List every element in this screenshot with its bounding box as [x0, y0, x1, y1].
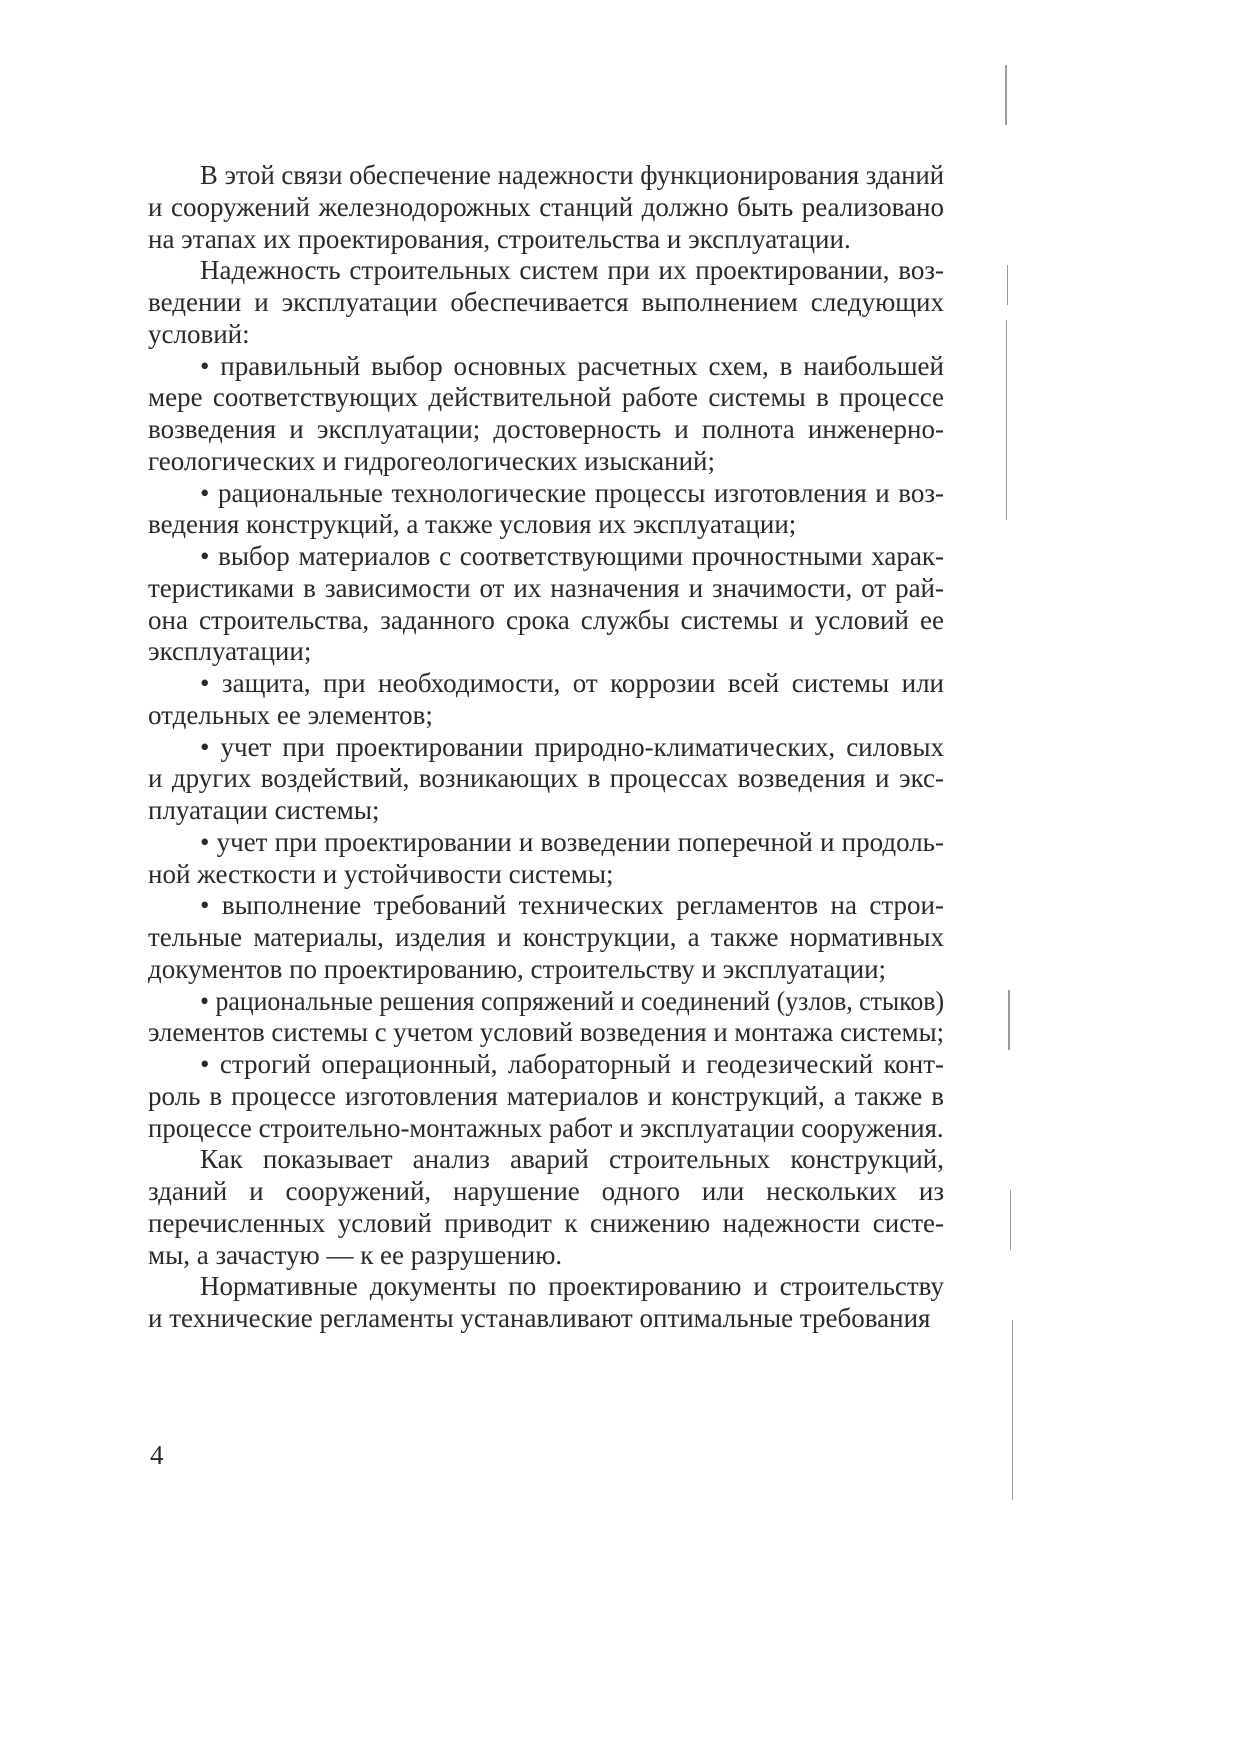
text-line: теристиками в зависимости от их назначения и значимости, от рай-: [148, 572, 944, 603]
text-line: • строгий операционный, лабораторный и геодезический конт-: [200, 1049, 944, 1079]
text-line: элементов системы с учетом условий возведения и монтажа системы;: [148, 1017, 945, 1048]
text-line: отдельных ее элементов;: [148, 699, 433, 730]
scan-edge-mark: [1005, 65, 1007, 125]
text-line: • выбор материалов с соответствующими прочностными харак-: [200, 541, 944, 571]
text-line: условий:: [148, 318, 250, 349]
text-line: • выполнение требований технических регламентов на строи-: [200, 890, 944, 921]
text-line: зданий и сооружений, нарушение одного или нескольких из: [148, 1176, 944, 1206]
scan-edge-mark: [1006, 320, 1007, 520]
text-line: плуатации системы;: [148, 795, 380, 825]
text-line: • рациональные технологические процессы изготовления и воз-: [200, 477, 944, 508]
text-line: В этой связи обеспечение надежности функционирования зданий: [200, 160, 944, 190]
text-line: и сооружений железнодорожных станций должно быть реализовано: [148, 191, 944, 222]
text-line: мы, а зачастую — к ее разрушению.: [148, 1239, 563, 1270]
text-line: процессе строительно-монтажных работ и эксплуатации сооружения.: [148, 1112, 944, 1143]
text-line: роль в процессе изготовления материалов и конструкций, а также в: [148, 1080, 944, 1111]
text-line: на этапах их проектирования, строительства и эксплуатации.: [148, 223, 851, 254]
text-line: ной жесткости и устойчивости системы;: [148, 858, 614, 889]
text-line: ведения конструкций, а также условия их эксплуатации;: [148, 509, 797, 540]
text-line: тельные материалы, изделия и конструкции, а также нормативных: [148, 922, 944, 952]
body-text: [148, 160, 944, 1335]
text-line: ведении и эксплуатации обеспечивается выполнением следующих: [148, 287, 944, 317]
text-line: и других воздействий, возникающих в процессах возведения и экс-: [148, 763, 944, 794]
text-line: мере соответствующих действительной работе системы в процессе: [148, 382, 944, 413]
text-line: и технические регламенты устанавливают оптимальные требования: [148, 1303, 931, 1333]
text-line: Нормативные документы по проектированию и строительству: [200, 1271, 944, 1302]
scan-edge-mark: [1008, 990, 1010, 1050]
text-line: Надежность строительных систем при их проектировании, воз-: [200, 255, 944, 286]
text-line: геологических и гидрогеологических изысканий;: [148, 445, 715, 476]
scan-edge-mark: [1012, 1320, 1013, 1500]
scan-edge-mark: [1010, 1190, 1011, 1250]
text-line: • правильный выбор основных расчетных схем, в наибольшей: [200, 350, 944, 381]
text-line: • учет при проектировании и возведении поперечной и продоль-: [200, 826, 944, 857]
text-line: • рациональные решения сопряжений и соединений (узлов, стыков): [200, 985, 945, 1016]
text-line: Как показывает анализ аварий строительных конструкций,: [200, 1144, 944, 1175]
scan-edge-mark: [1007, 265, 1008, 305]
text-line: • учет при проектировании природно-климатических, силовых: [200, 731, 944, 762]
text-line: документов по проектированию, строительству и эксплуатации;: [148, 953, 887, 984]
text-line: перечисленных условий приводит к снижению надежности систе-: [148, 1207, 944, 1238]
text-line: • защита, при необходимости, от коррозии всей системы или: [200, 668, 944, 698]
page-number: 4: [150, 1440, 164, 1470]
text-line: возведения и эксплуатации; достоверность и полнота инженерно-: [148, 414, 944, 444]
text-line: она строительства, заданного срока службы системы и условий ее: [148, 604, 944, 635]
text-line: эксплуатации;: [148, 636, 312, 667]
